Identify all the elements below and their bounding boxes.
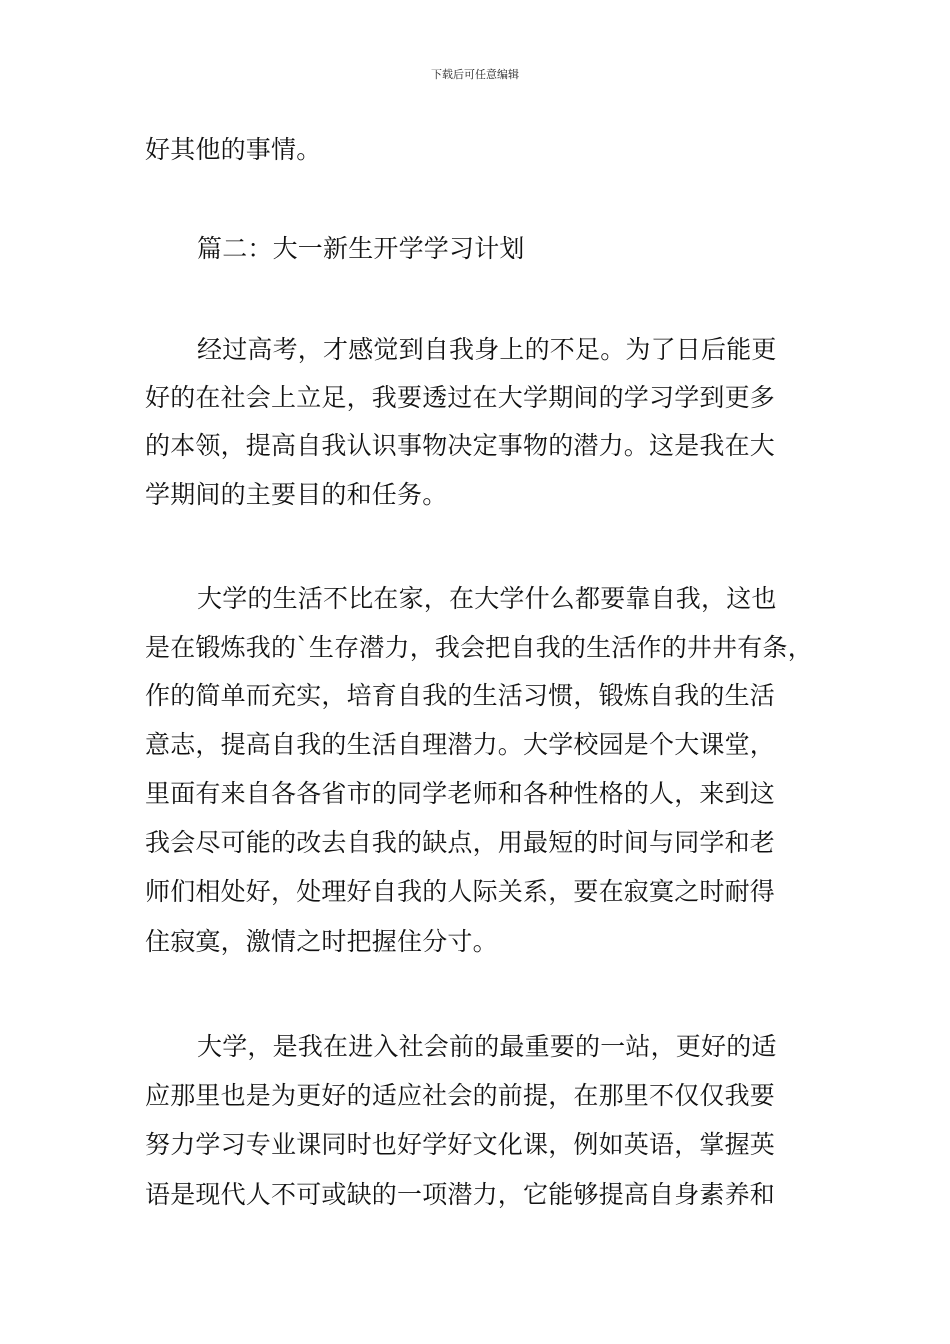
text-line: 意志，提高自我的生活自理潜力。大学校园是个大课堂， <box>145 730 776 759</box>
text-line: 大学，是我在进入社会前的最重要的一站，更好的适 <box>197 1032 777 1061</box>
text-line: 的本领，提高自我认识事物决定事物的潜力。这是我在大 <box>145 431 776 460</box>
text-line: 住寂寞，激情之时把握住分寸。 <box>145 927 498 956</box>
text-line: 经过高考，才感觉到自我身上的不足。为了日后能更 <box>197 335 777 364</box>
text-line: 作的简单而充实，培育自我的生活习惯，锻炼自我的生活 <box>145 681 776 710</box>
text-line: 好其他的事情。 <box>145 135 322 164</box>
text-line: 里面有来自各各省市的同学老师和各种性格的人，来到这 <box>145 779 776 808</box>
text-line: 应那里也是为更好的适应社会的前提，在那里不仅仅我要 <box>145 1081 776 1110</box>
text-line: 大学的生活不比在家，在大学什么都要靠自我，这也 <box>197 584 777 613</box>
text-line: 学期间的主要目的和任务。 <box>145 480 448 509</box>
page-header: 下载后可任意编辑 <box>431 68 519 81</box>
text-line: 是在锻炼我的`生存潜力，我会把自我的生活作的井井有条， <box>145 633 813 662</box>
section-heading: 篇二：大一新生开学学习计划 <box>197 234 525 263</box>
text-line: 好的在社会上立足，我要透过在大学期间的学习学到更多 <box>145 383 776 412</box>
text-line: 语是现代人不可或缺的一项潜力，它能够提高自身素养和 <box>145 1180 776 1209</box>
text-line: 努力学习专业课同时也好学好文化课，例如英语，掌握英 <box>145 1130 776 1159</box>
text-line: 师们相处好，处理好自我的人际关系，要在寂寞之时耐得 <box>145 877 776 906</box>
text-line: 我会尽可能的改去自我的缺点，用最短的时间与同学和老 <box>145 828 776 857</box>
